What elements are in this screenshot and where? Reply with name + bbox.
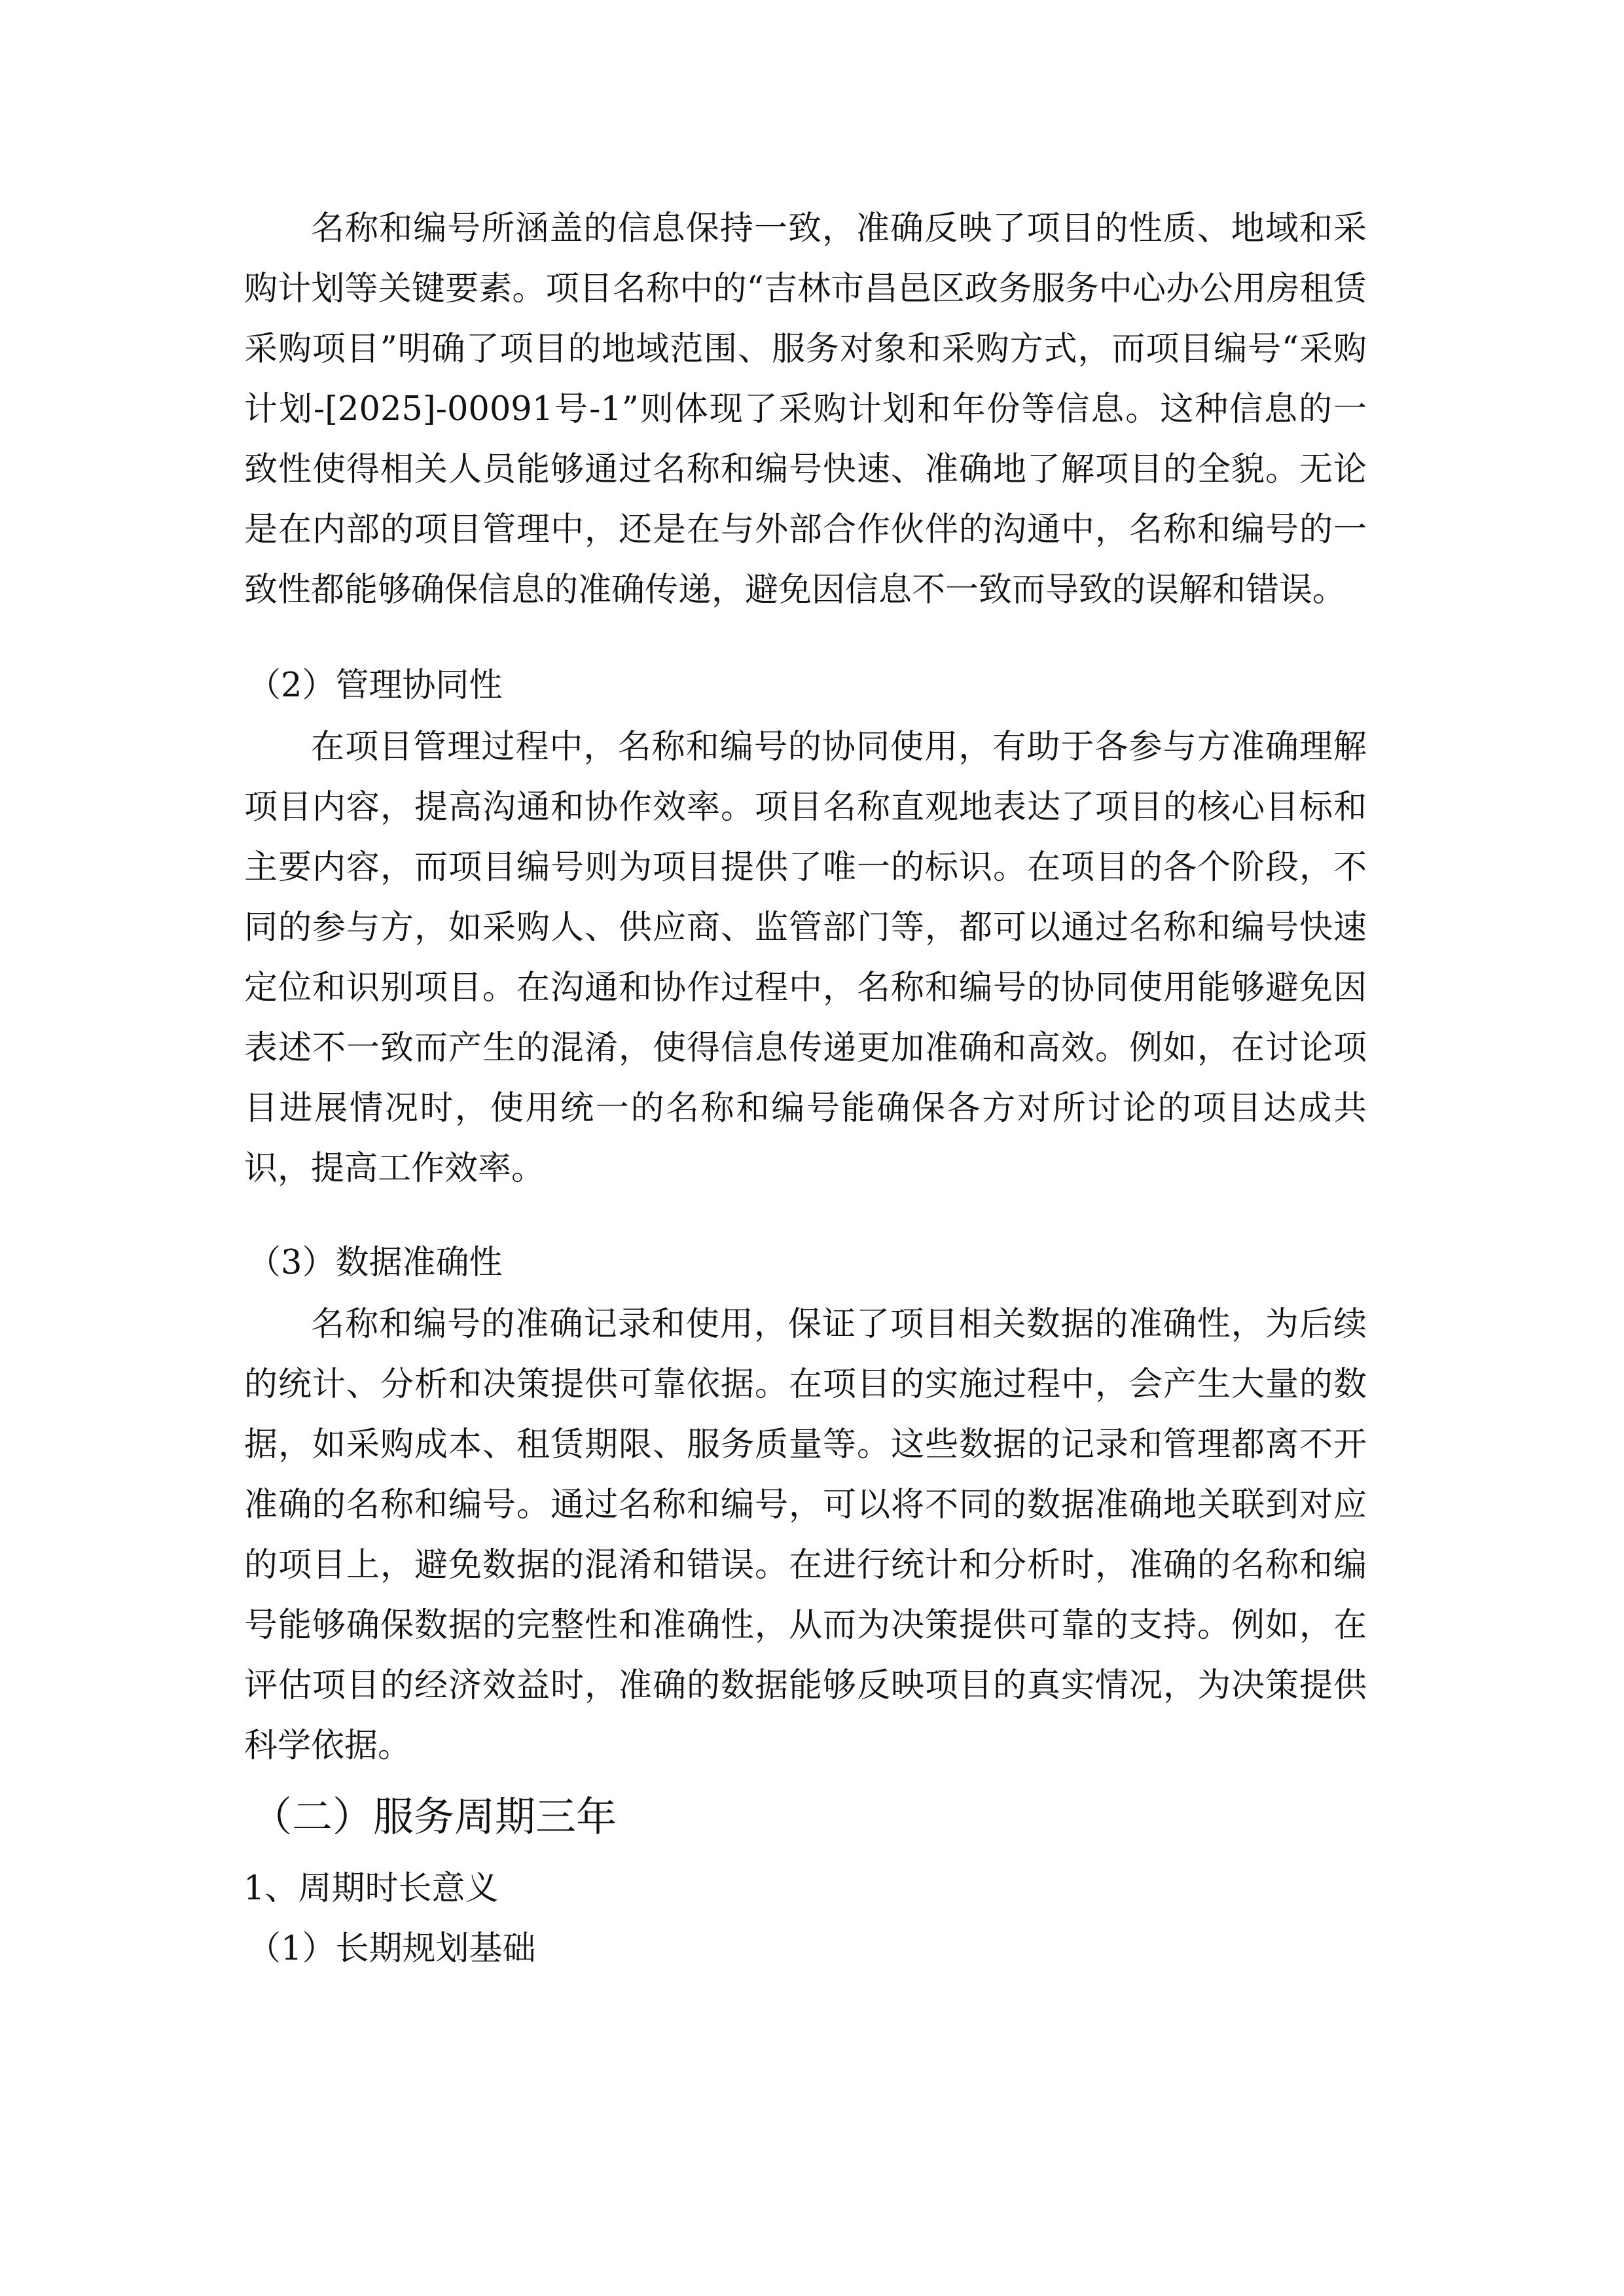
item-period-significance: 1、周期时长意义 (244, 1869, 499, 1908)
paragraph-management-coordination: 在项目管理过程中，名称和编号的协同使用，有助于各参与方准确理解项目内容，提高沟通和协作效率。项目名称直观地表达了项目的核心目标和主要内容，而项目编号则为项目提供了唯一的标识。在项目的各个阶段，不同的参与方，如采购人、供应商、监管部门等，都可以通过名称和编号快速定位和识别项目。在沟通和协作过程中，名称和编号的协同使用能够避免因表述不一致而产生的混淆，使得信息传递更加准确和高效。例如，在讨论项目进展情况时，使用统一的名称和编号能确保各方对所讨论的项目达成共识，提高工作效率。 (244, 728, 1367, 1188)
section-heading-service-period: （二）服务周期三年 (251, 1793, 617, 1840)
paragraph-data-accuracy: 名称和编号的准确记录和使用，保证了项目相关数据的准确性，为后续的统计、分析和决策提供可靠依据。在项目的实施过程中，会产生大量的数据，如采购成本、租赁期限、服务质量等。这些数据的记录和管理都离不开准确的名称和编号。通过名称和编号，可以将不同的数据准确地关联到对应的项目上，避免数据的混淆和错误。在进行统计和分析时，准确的名称和编号能够确保数据的完整性和准确性，从而为决策提供可靠的支持。例如，在评估项目的经济效益时，准确的数据能够反映项目的真实情况，为决策提供科学依据。 (244, 1305, 1367, 1765)
subheading-long-term-planning: （1）长期规划基础 (247, 1929, 536, 1968)
paragraph-name-number-consistency: 名称和编号所涵盖的信息保持一致，准确反映了项目的性质、地域和采购计划等关键要素。项目名称中的“吉林市昌邑区政务服务中心办公用房租赁采购项目”明确了项目的地域范围、服务对象和采购方式，而项目编号“采购计划-[2025]-00091号-1”则体现了采购计划和年份等信息。这种信息的一致性使得相关人员能够通过名称和编号快速、准确地了解项目的全貌。无论是在内部的项目管理中，还是在与外部合作伙伴的沟通中，名称和编号的一致性都能够确保信息的准确传递，避免因信息不一致而导致的误解和错误。 (244, 209, 1367, 609)
subheading-management-coordination: （2）管理协同性 (247, 666, 503, 705)
subheading-data-accuracy: （3）数据准确性 (247, 1244, 503, 1282)
